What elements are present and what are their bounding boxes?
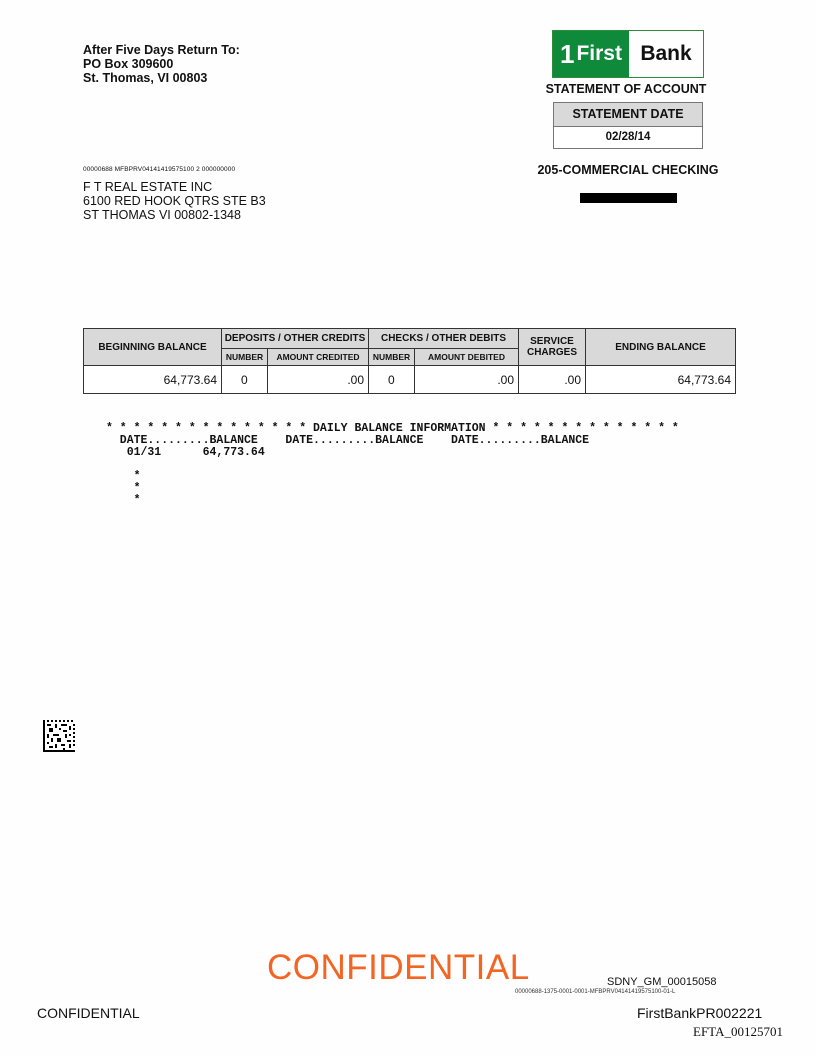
header-amount-credited: AMOUNT CREDITED: [268, 349, 369, 366]
daily-balance-banner: * * * * * * * * * * * * * * * DAILY BALANCE INFORMATION * * * * * * * * * * * * * *: [106, 422, 679, 435]
daily-balance-section: [106, 423, 679, 507]
value-beginning-balance: 64,773.64: [84, 366, 222, 394]
return-address-line3: St. Thomas, VI 00803: [83, 71, 208, 85]
logo-word-first: First: [576, 42, 622, 65]
statement-title: STATEMENT OF ACCOUNT: [545, 82, 707, 96]
value-amount-credited: .00: [268, 366, 369, 394]
header-service-charges-line2: CHARGES: [526, 347, 577, 358]
logo-green-block: [553, 31, 629, 77]
header-deposits: DEPOSITS / OTHER CREDITS: [222, 329, 369, 349]
barcode-icon: [43, 720, 75, 752]
header-deposits-number: NUMBER: [222, 349, 268, 366]
account-type: 205-COMMERCIAL CHECKING: [537, 163, 719, 177]
header-service-charges: [519, 329, 586, 366]
header-ending-balance: ENDING BALANCE: [586, 329, 736, 366]
mailing-name: F T REAL ESTATE INC: [83, 180, 213, 194]
efta-number: EFTA_00125701: [693, 1024, 783, 1039]
firstbank-logo: [552, 30, 704, 78]
value-service-charges: .00: [519, 366, 586, 394]
confidential-stamp-large: CONFIDENTIAL: [267, 948, 530, 987]
mailing-city: ST THOMAS VI 00802-1348: [83, 208, 241, 222]
statement-date-box: [553, 102, 703, 149]
logo-number: 1: [560, 38, 575, 69]
logo-word-bank: Bank: [640, 42, 692, 65]
table-row: [84, 366, 736, 394]
sdny-bates-number: SDNY_GM_00015058: [607, 976, 717, 988]
return-address: [83, 43, 240, 85]
statement-date-value: 02/28/14: [554, 127, 702, 148]
statement-date-label: STATEMENT DATE: [554, 103, 702, 127]
account-number-redaction: [580, 193, 677, 203]
value-amount-debited: .00: [415, 366, 519, 394]
header-service-charges-line1: SERVICE: [530, 336, 574, 347]
mailing-street: 6100 RED HOOK QTRS STE B3: [83, 194, 266, 208]
mailing-code-line: 00000688 MFBPRV04141419575100 2 000000000: [83, 166, 236, 173]
header-checks: CHECKS / OTHER DEBITS: [369, 329, 519, 349]
micr-line: 00000688-1375-0001-0001-MFBPRV04141419575100-01-L: [515, 989, 676, 995]
header-beginning-balance: BEGINNING BALANCE: [84, 329, 222, 366]
header-checks-number: NUMBER: [369, 349, 415, 366]
value-deposits-number: 0: [222, 366, 268, 394]
return-address-line1: After Five Days Return To:: [83, 43, 240, 57]
confidential-label: CONFIDENTIAL: [37, 1005, 140, 1021]
daily-balance-row: 01/31 64,773.64: [106, 446, 265, 459]
return-address-line2: PO Box 309600: [83, 57, 174, 71]
daily-balance-stars: * * *: [133, 470, 141, 507]
account-summary-table: [83, 328, 736, 394]
value-checks-number: 0: [369, 366, 415, 394]
header-amount-debited: AMOUNT DEBITED: [415, 349, 519, 366]
firstbank-bates-number: FirstBankPR002221: [637, 1005, 763, 1021]
mailing-address: [83, 180, 266, 222]
daily-balance-header: DATE.........BALANCE DATE.........BALANCE DATE.........BALANCE: [106, 434, 590, 447]
value-ending-balance: 64,773.64: [586, 366, 736, 394]
